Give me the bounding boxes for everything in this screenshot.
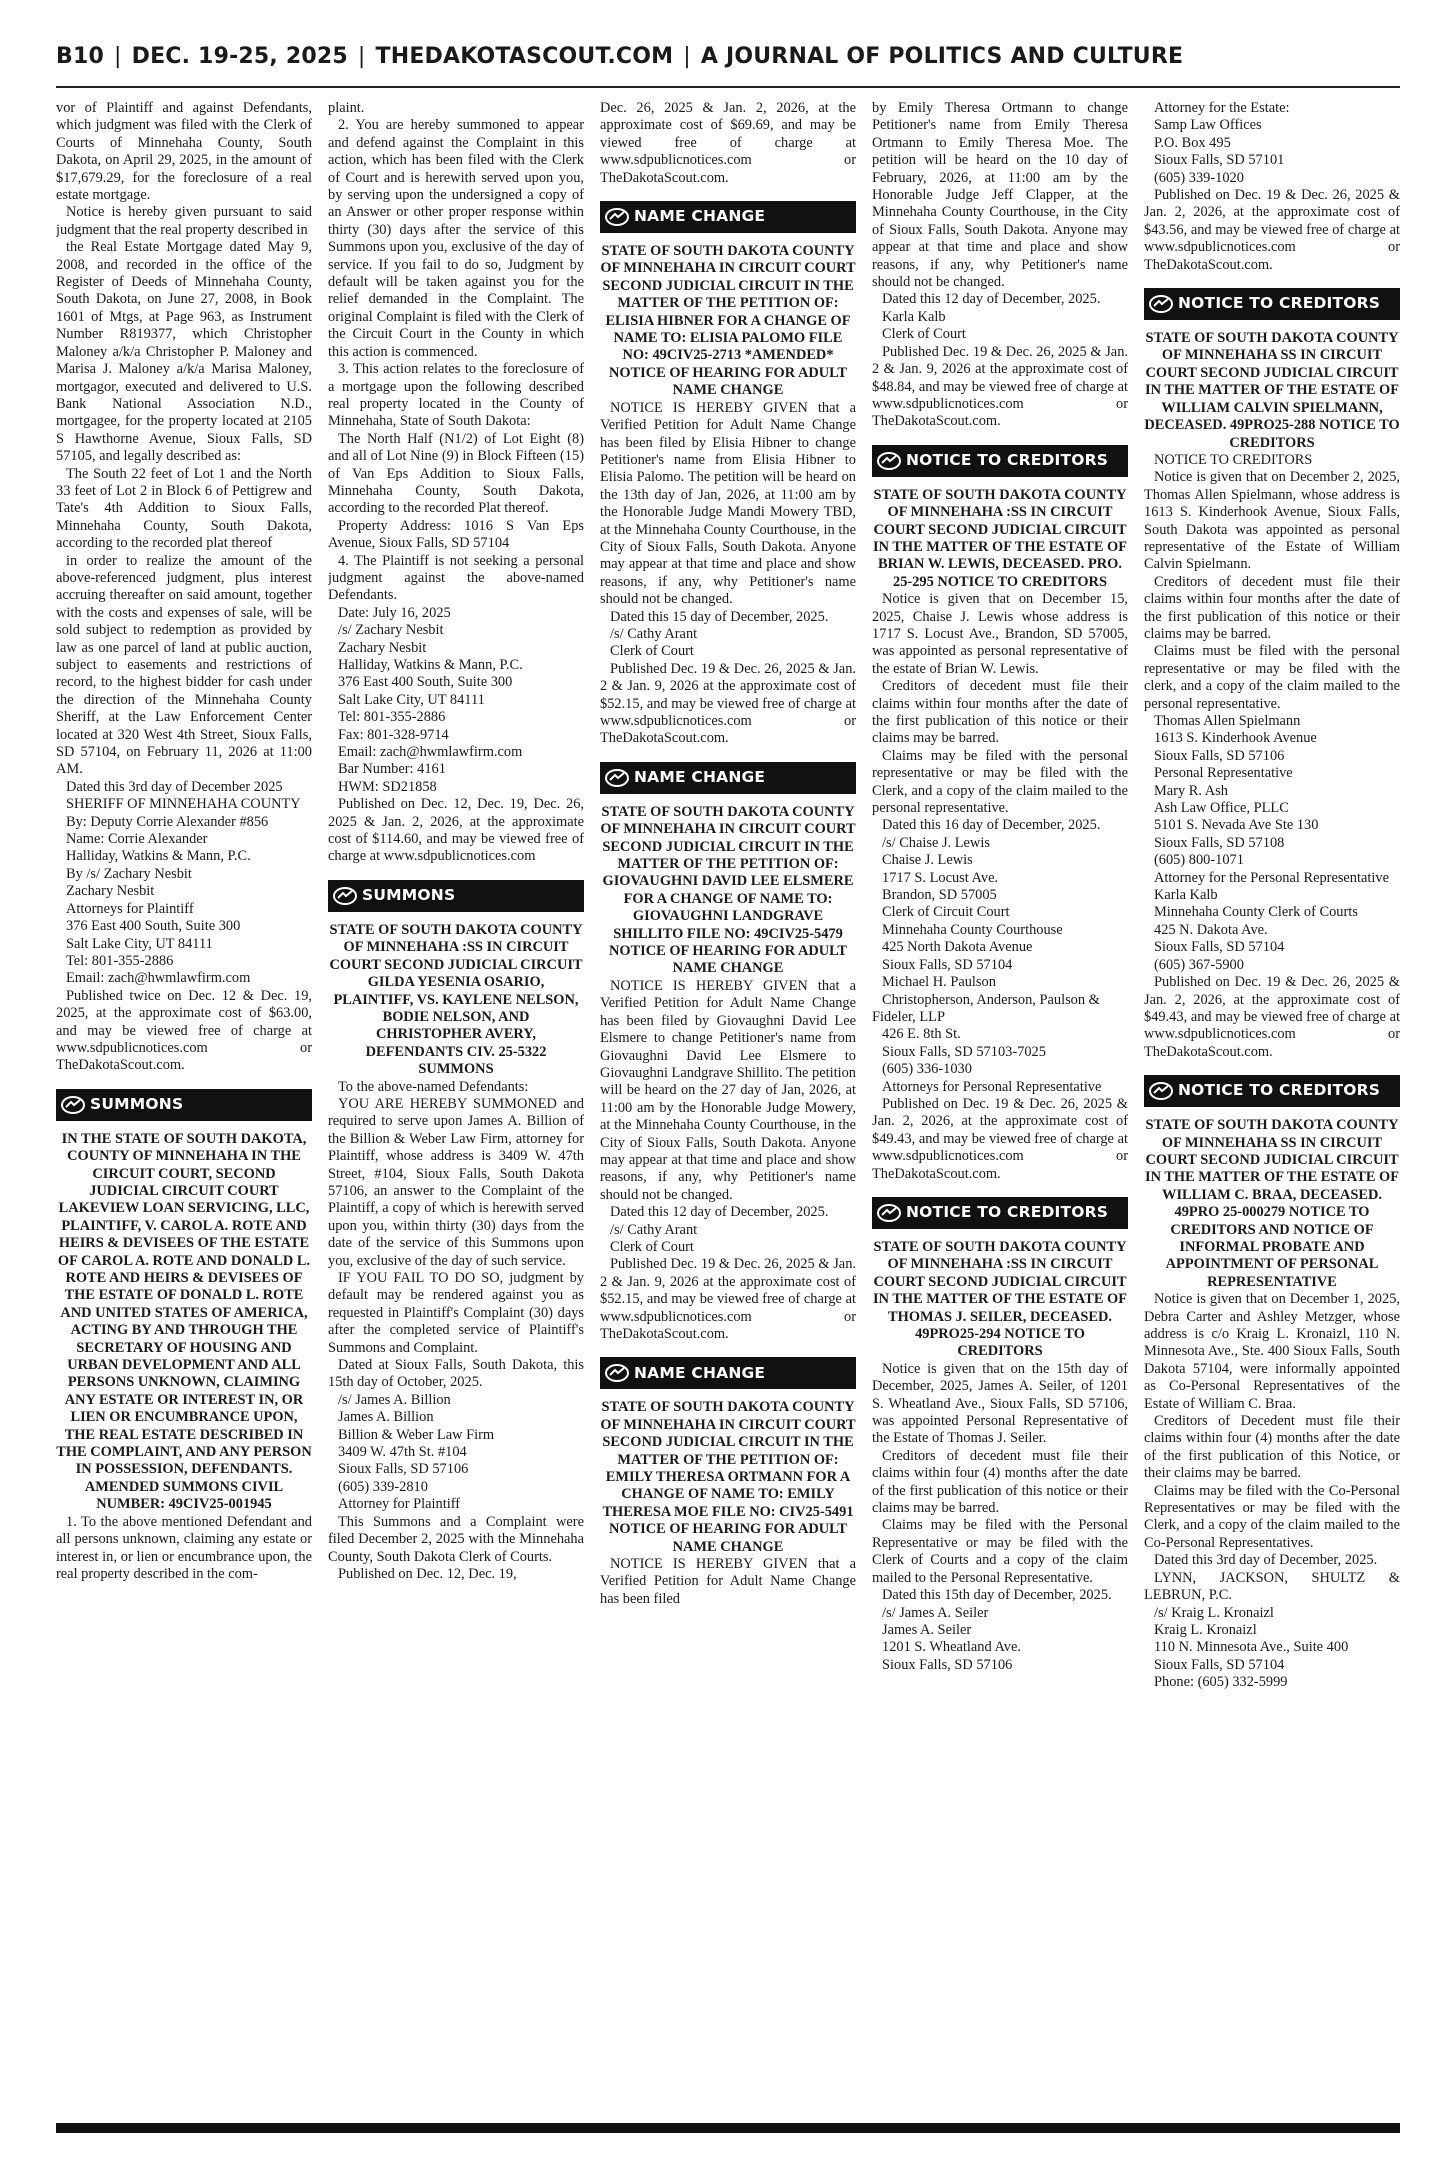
line: Halliday, Watkins & Mann, P.C. xyxy=(338,657,523,673)
paragraph: Published on Dec. 12, Dec. 19, Dec. 26, 2025 & Jan. 2, 2026, at the approximate cost of $114.60, and may be viewed free of charge at www.sdpublicnotices.com xyxy=(328,796,584,865)
line: Bar Number: 4161 xyxy=(338,761,446,778)
notice-caption: STATE OF SOUTH DAKOTA COUNTY OF MINNEHAHA IN CIRCUIT COURT SECOND JUDICIAL CIRCUIT IN THE MATTER OF THE PETITION OF: EMILY THERESA ORTMANN FOR A CHANGE OF NAME TO: EMILY THERESA MOE FILE NO: CIV25-5491 NOTICE OF HEARING FOR ADULT NAME CHANGE xyxy=(600,1399,856,1555)
paragraph: Published Dec. 19 & Dec. 26, 2025 & Jan. 2 & Jan. 9, 2026 at the approximate cost of $48.84, and may be viewed free of charge at www.sdpublicnotices.com or TheDakotaScout.com. xyxy=(872,343,1128,430)
line: Salt Lake City, UT 84111 xyxy=(338,691,485,708)
section-header-label: SUMMONS xyxy=(362,886,456,905)
section-header-notice-to-creditors xyxy=(872,1197,1128,1229)
paragraph: The North Half (N1/2) of Lot Eight (8) and all of Lot Nine (9) in Block Fifteen (15) of Van Eps Addition to Sioux Falls, Minnehaha County, South Dakota, according to the recorded Plat thereof. xyxy=(328,430,584,517)
line: (605) 367-5900 xyxy=(1154,956,1244,973)
notice-caption: STATE OF SOUTH DAKOTA COUNTY OF MINNEHAHA :SS IN CIRCUIT COURT SECOND JUDICIAL CIRCUIT GILDA YESENIA OSARIO, PLAINTIFF, VS. KAYLENE NELSON, BODIE NELSON, AND CHRISTOPHER AVERY, DEFENDANTS CIV. 25-5322 SUMMONS xyxy=(329,921,583,1078)
paragraph: NOTICE IS HEREBY GIVEN that a Verified Petition for Adult Name Change has been filed xyxy=(600,1556,856,1607)
section-header-label: NOTICE TO CREDITORS xyxy=(906,451,1109,470)
scout-logo-icon xyxy=(600,201,634,233)
paragraph: Published on Dec. 19 & Dec. 26, 2025 & Jan. 2, 2026, at the approximate cost of $49.43, and may be viewed free of charge at www.sdpublicnotices.com or TheDakotaScout.com. xyxy=(1144,974,1400,1060)
paragraph: Published Dec. 19 & Dec. 26, 2025 & Jan. 2 & Jan. 9, 2026 at the approximate cost of $52.15, and may be viewed free of charge at www.sdpublicnotices.com or TheDakotaScout.com. xyxy=(600,1256,856,1342)
line: Sioux Falls, SD 57108 xyxy=(1154,834,1285,851)
line: Zachary Nesbit xyxy=(338,639,427,656)
line: 426 E. 8th St. xyxy=(882,1026,961,1043)
line: Chaise J. Lewis xyxy=(882,852,973,869)
line: Ash Law Office, PLLC xyxy=(1154,800,1289,817)
masthead: B10 | DEC. 19-25, 2025 | THEDAKOTASCOUT.COM | A JOURNAL OF POLITICS AND CULTURE xyxy=(56,44,1184,69)
paragraph: Notice is given that on the 15th day of December, 2025, James A. Seiler, of 1201 S. Wheatland Ave., Sioux Falls, SD 57106, was appointed Personal Representative of the Estate of Thomas J. Seiler. xyxy=(872,1360,1128,1447)
paragraph: Dated this 12 day of December, 2025. xyxy=(610,1204,829,1221)
line: Tel: 801-355-2886 xyxy=(66,952,174,969)
paragraph: Creditors of decedent must file their claims within four months after the date of the first publication of this notice or their claims may be barred. xyxy=(1144,573,1400,642)
section-header-notice-to-creditors xyxy=(872,445,1128,477)
line: Sioux Falls, SD 57104 xyxy=(1154,939,1285,956)
line: Minnehaha County Clerk of Courts xyxy=(1154,904,1358,921)
line: 3409 W. 47th St. #104 xyxy=(338,1444,467,1461)
scout-logo-icon xyxy=(56,1089,90,1121)
line: Phone: (605) 332-5999 xyxy=(1154,1674,1288,1691)
paragraph: Claims may be filed with the personal representative or may be filed with the Clerk, and a copy of the claim mailed to the personal representative. xyxy=(872,747,1128,817)
line: /s/ James A. Billion xyxy=(338,1391,451,1408)
section-header-summons xyxy=(328,880,584,912)
line: /s/ Zachary Nesbit xyxy=(338,622,444,639)
line: HWM: SD21858 xyxy=(338,778,437,795)
line: Samp Law Offices xyxy=(1154,117,1262,134)
line: 5101 S. Nevada Ave Ste 130 xyxy=(1154,817,1319,834)
line: James A. Seiler xyxy=(882,1621,972,1638)
line: Kraig L. Kronaizl xyxy=(1154,1621,1257,1638)
line: Email: zach@hwmlawfirm.com xyxy=(338,744,523,761)
line: /s/ Cathy Arant xyxy=(610,625,698,642)
site-name: THEDAKOTASCOUT.COM xyxy=(375,44,674,69)
section-header-label: NAME CHANGE xyxy=(634,768,766,787)
paragraph: Published on Dec. 19 & Dec. 26, 2025 & Jan. 2, 2026, at the approximate cost of $49.43, and may be viewed free of charge at www.sdpublicnotices.com or TheDakotaScout.com. xyxy=(872,1095,1128,1182)
paragraph: Notice is given that on December 15, 2025, Chaise J. Lewis whose address is 1717 S. Locust Ave., Brandon, SD 57005, was appointed as personal representative of the estate of Brian W. Lewis. xyxy=(872,591,1128,677)
column-4 xyxy=(872,100,1128,2118)
paragraph: Dated this 15th day of December, 2025. xyxy=(882,1587,1112,1604)
paragraph: YOU ARE HEREBY SUMMONED and required to serve upon James A. Billion of the Billion & Weber Law Firm, attorney for Plaintiff, whose address is 3409 W. 47th Street, #104, Sioux Falls, South Dakota 57106, an answer to the Complaint of the Plaintiff, a copy of which is herewith served upon you, within thirty (30) days from the date of the service of this Summons upon you, exclusive of the day of such service. xyxy=(328,1095,584,1269)
paragraph: To the above-named Defendants: xyxy=(338,1078,529,1095)
paragraph: Dated this 16 day of December, 2025. xyxy=(882,817,1101,834)
notice-caption: STATE OF SOUTH DAKOTA COUNTY OF MINNEHAHA SS IN CIRCUIT COURT SECOND JUDICIAL CIRCUIT IN THE MATTER OF THE ESTATE OF WILLIAM CALVIN SPIELMANN, DECEASED. 49PRO25-288 NOTICE TO CREDITORS xyxy=(1144,330,1400,451)
line: Billion & Weber Law Firm xyxy=(338,1426,495,1443)
paragraph: Notice is given that on December 1, 2025, Debra Carter and Ashley Metzger, whose address is c/o Kraig L. Kronaizl, 110 N. Minnesota Ave., Ste. 400 Sioux Falls, South Dakota 57104, were informally appointed as Co-Personal Representatives of the Estate of William C. Braa. xyxy=(1144,1291,1400,1412)
line: Salt Lake City, UT 84111 xyxy=(66,935,213,952)
line: 110 N. Minnesota Ave., Suite 400 xyxy=(1154,1639,1349,1656)
column-2 xyxy=(328,100,584,2118)
section-header-name-change xyxy=(600,201,856,233)
section-header-label: NAME CHANGE xyxy=(634,1363,766,1382)
notice-caption: STATE OF SOUTH DAKOTA COUNTY OF MINNEHAHA :SS IN CIRCUIT COURT SECOND JUDICIAL CIRCUIT IN THE MATTER OF THE ESTATE OF BRIAN W. LEWIS, DECEASED. PRO. 25-295 NOTICE TO CREDITORS xyxy=(872,486,1128,590)
column-3 xyxy=(600,100,856,2118)
line: Brandon, SD 57005 xyxy=(882,887,997,904)
section-header-label: SUMMONS xyxy=(90,1095,184,1114)
line: Clerk of Court xyxy=(882,326,966,343)
line: /s/ James A. Seiler xyxy=(882,1604,989,1621)
line: Christopherson, Anderson, Paulson & Fideler, LLP xyxy=(872,991,1100,1025)
issue-date: DEC. 19-25, 2025 xyxy=(131,44,348,69)
paragraph: 2. You are hereby summoned to appear and defend against the Complaint in this action, which has been filed with the Clerk of Court and is herewith served upon you, by serving upon the undersigned a copy of an Answer or other proper response within thirty (30) days after the service of this Summons upon you, exclusive of the day of service. If you fail to do so, Judgment by default will be taken against you for the relief demanded in the Complaint. The original Complaint is filed with the Clerk of the Circuit Court in the County in which this action is commenced. xyxy=(328,117,584,360)
line: Karla Kalb xyxy=(1154,887,1218,904)
scout-logo-icon xyxy=(872,445,906,477)
paragraph: vor of Plaintiff and against Defendants, which judgment was filed with the Clerk of Courts of Minnehaha County, South Dakota, on April 29, 2025, in the amount of $17,679.29, for the foreclosure of a real estate mortgage. xyxy=(56,100,312,204)
line: Zachary Nesbit xyxy=(66,883,155,900)
line: Attorneys for Personal Representative xyxy=(882,1078,1102,1095)
paragraph: 4. The Plaintiff is not seeking a personal judgment against the above-named Defendants. xyxy=(328,552,584,604)
line: 425 North Dakota Avenue xyxy=(882,939,1033,956)
line: (605) 339-1020 xyxy=(1154,169,1244,186)
line: Attorney for Plaintiff xyxy=(338,1496,461,1513)
line: Sioux Falls, SD 57104 xyxy=(1154,1656,1285,1673)
scout-logo-icon xyxy=(872,1197,906,1229)
paragraph: Dated this 3rd day of December, 2025. xyxy=(1154,1552,1378,1569)
line: /s/ Chaise J. Lewis xyxy=(882,834,990,851)
section-header-name-change xyxy=(600,1357,856,1389)
line: Sioux Falls, SD 57103-7025 xyxy=(882,1043,1046,1060)
paragraph: Published Dec. 19 & Dec. 26, 2025 & Jan. 2 & Jan. 9, 2026 at the approximate cost of $52.15, and may be viewed free of charge at www.sdpublicnotices.com or TheDakotaScout.com. xyxy=(600,660,856,747)
line: Sioux Falls, SD 57106 xyxy=(882,1656,1013,1673)
paragraph: Dated this 15 day of December, 2025. xyxy=(610,608,829,625)
paragraph: the Real Estate Mortgage dated May 9, 2008, and recorded in the office of the Register of Deeds of Minnehaha County, South Dakota, on June 27, 2008, in Book 1601 of Mtgs, at Page 963, as Instrument Number R819377, which Christopher Maloney a/k/a Christopher P. Maloney and Marisa J. Maloney a/k/a Marisa Maloney, mortgagor, executed and delivered to U.S. Bank National Association N.D., mortgagee, for the property located at 2105 S Hawthorne Avenue, Sioux Falls, SD 57105, and legally described as: xyxy=(56,239,312,465)
line: Attorney for the Estate: xyxy=(1154,100,1290,116)
line: Mary R. Ash xyxy=(1154,782,1228,799)
line: By: Deputy Corrie Alexander #856 xyxy=(66,813,269,830)
paragraph: Published on Dec. 19 & Dec. 26, 2025 & Jan. 2, 2026, at the approximate cost of $43.56, and may be viewed free of charge at www.sdpublicnotices.com or TheDakotaScout.com. xyxy=(1144,187,1400,273)
paragraph: Dated this 3rd day of December 2025 xyxy=(66,778,283,795)
paragraph: by Emily Theresa Ortmann to change Petitioner's name from Emily Theresa Ortmann to Emily Theresa Moe. The petition will be heard on the 10 day of February, 2026, at 11:00 am by the Honorable Judge Jeff Clapper, at the Minnehaha County Courthouse, in the City of Sioux Falls, South Dakota. Anyone may appear at that time and place and show reasons, if any, why Petitioner's name should not be changed. xyxy=(872,100,1128,291)
line: Michael H. Paulson xyxy=(882,974,996,991)
line: /s/ Kraig L. Kronaizl xyxy=(1154,1604,1274,1621)
line: NOTICE TO CREDITORS xyxy=(1154,451,1313,468)
notice-caption: STATE OF SOUTH DAKOTA COUNTY OF MINNEHAHA IN CIRCUIT COURT SECOND JUDICIAL CIRCUIT IN THE MATTER OF THE PETITION OF: GIOVAUGHNI DAVID LEE ELSMERE FOR A CHANGE OF NAME TO: GIOVAUGHNI LANDGRAVE SHILLITO FILE NO: 49CIV25-5479 NOTICE OF HEARING FOR ADULT NAME CHANGE xyxy=(600,803,856,977)
notice-caption: STATE OF SOUTH DAKOTA COUNTY OF MINNEHAHA IN CIRCUIT COURT SECOND JUDICIAL CIRCUIT IN THE MATTER OF THE PETITION OF: ELISIA HIBNER FOR A CHANGE OF NAME TO: ELISIA PALOMO FILE NO: 49CIV25-2713 *AMENDED* NOTICE OF HEARING FOR ADULT NAME CHANGE xyxy=(600,243,856,399)
line: 425 N. Dakota Ave. xyxy=(1154,921,1268,938)
line: LYNN, JACKSON, SHULTZ & LEBRUN, P.C. xyxy=(1144,1569,1400,1604)
paragraph: Creditors of Decedent must file their claims within four (4) months after the date of the first publication of this Notice, or their claims may be barred. xyxy=(1144,1413,1400,1482)
line: SHERIFF OF MINNEHAHA COUNTY xyxy=(66,796,301,813)
line: James A. Billion xyxy=(338,1409,434,1426)
scout-logo-icon xyxy=(1144,288,1178,320)
line: Fax: 801-328-9714 xyxy=(338,726,449,743)
paragraph: in order to realize the amount of the above-referenced judgment, plus interest accruing thereafter on said amount, together with the costs and expenses of sale, will be sold subject to redemption as provided by law as one parcel of land at public auction, subject to easements and restrictions of record, to the highest bidder for cash under the direction of the Minnehaha County Sheriff, at the Law Enforcement Center located at 320 West 4th Street, Sioux Falls, SD 57104, on February 11, 2026 at 11:00 AM. xyxy=(56,552,312,778)
line: By /s/ Zachary Nesbit xyxy=(66,865,192,882)
line: Attorneys for Plaintiff xyxy=(66,900,194,917)
line: Date: July 16, 2025 xyxy=(338,604,451,621)
paragraph: Claims may be filed with the Co-Personal Representatives or may be filed with the Clerk, and a copy of the claim mailed to the Co-Personal Representatives. xyxy=(1144,1482,1400,1551)
line: (605) 336-1030 xyxy=(882,1061,972,1078)
line: Sioux Falls, SD 57106 xyxy=(338,1461,469,1478)
paragraph: Published twice on Dec. 12 & Dec. 19, 2025, at the approximate cost of $63.00, and may be viewed free of charge at www.sdpublicnotices.com or TheDakotaScout.com. xyxy=(56,987,312,1074)
section-header-label: NAME CHANGE xyxy=(634,207,766,226)
line: Personal Representative xyxy=(1154,765,1293,782)
top-rule xyxy=(56,86,1400,88)
paragraph: Notice is given that on December 2, 2025, Thomas Allen Spielmann, whose address is 1613 S. Kinderhook Avenue, Sioux Falls, South Dakota was appointed as personal representative of the Estate of William Calvin Spielmann. xyxy=(1144,469,1400,573)
line: 1613 S. Kinderhook Avenue xyxy=(1154,730,1317,747)
line: Email: zach@hwmlawfirm.com xyxy=(66,970,251,987)
line: Thomas Allen Spielmann xyxy=(1154,713,1301,729)
tagline: A JOURNAL OF POLITICS AND CULTURE xyxy=(700,44,1184,69)
line: Sioux Falls, SD 57104 xyxy=(882,956,1013,973)
paragraph: Dated this 12 day of December, 2025. xyxy=(882,291,1101,308)
line: 1201 S. Wheatland Ave. xyxy=(882,1639,1021,1656)
section-header-label: NOTICE TO CREDITORS xyxy=(1178,1081,1381,1100)
line: Tel: 801-355-2886 xyxy=(338,709,446,726)
section-header-name-change xyxy=(600,762,856,794)
section-header-notice-to-creditors xyxy=(1144,1075,1400,1107)
section-header-notice-to-creditors xyxy=(1144,288,1400,320)
section-header-label: NOTICE TO CREDITORS xyxy=(906,1203,1109,1222)
paragraph: 1. To the above mentioned Defendant and all persons unknown, claiming any estate or interest in, or lien or encumbrance upon, the real property described in the com- xyxy=(56,1513,312,1582)
notice-caption: STATE OF SOUTH DAKOTA COUNTY OF MINNEHAHA :SS IN CIRCUIT COURT SECOND JUDICIAL CIRCUIT IN THE MATTER OF THE ESTATE OF THOMAS J. SEILER, DECEASED. 49PRO25-294 NOTICE TO CREDITORS xyxy=(872,1238,1128,1360)
line: Clerk of Court xyxy=(610,643,694,660)
paragraph: NOTICE IS HEREBY GIVEN that a Verified Petition for Adult Name Change has been filed by Elisia Hibner to change Petitioner's name from Elisia Hibner to Elisia Palomo. The petition will be heard on the 13th day of Jan, 2026, at 11:00 am by the Honorable Judge Mandi Mowery TBD, at the Minnehaha County Courthouse, in the City of Sioux Falls, South Dakota. Anyone may appear at that time and place and show reasons, if any, why Petitioner's name should not be changed. xyxy=(600,399,856,608)
column-5 xyxy=(1144,100,1400,2118)
scout-logo-icon xyxy=(328,880,362,912)
line: Sioux Falls, SD 57106 xyxy=(1154,747,1285,764)
paragraph: Creditors of decedent must file their claims within four (4) months after the date of the first publication of this notice or their claims may be barred. xyxy=(872,1447,1128,1517)
line: Halliday, Watkins & Mann, P.C. xyxy=(66,848,251,865)
scout-logo-icon xyxy=(1144,1075,1178,1107)
paragraph: Creditors of decedent must file their claims within four months after the date of the first publication of this notice or their claims may be barred. xyxy=(872,678,1128,747)
line: Clerk of Court xyxy=(610,1238,694,1255)
column-1 xyxy=(56,100,312,2118)
scout-logo-icon xyxy=(600,1357,634,1389)
paragraph: plaint. xyxy=(328,100,365,116)
scout-logo-icon xyxy=(600,762,634,794)
line: Karla Kalb xyxy=(882,308,946,325)
paragraph: Dated at Sioux Falls, South Dakota, this 15th day of October, 2025. xyxy=(328,1357,584,1391)
line: Minnehaha County Courthouse xyxy=(882,921,1063,938)
section-header-label: NOTICE TO CREDITORS xyxy=(1178,294,1381,313)
paragraph: Dec. 26, 2025 & Jan. 2, 2026, at the approximate cost of $69.69, and may be viewed free of charge at www.sdpublicnotices.com or TheDakotaScout.com. xyxy=(600,100,856,186)
legal-notices-columns xyxy=(56,100,1400,2118)
line: (605) 339-2810 xyxy=(338,1478,428,1495)
line: Name: Corrie Alexander xyxy=(66,831,208,848)
paragraph: Claims may be filed with the Personal Representative or may be filed with the Clerk of Courts and a copy of the claim mailed to the Personal Representative. xyxy=(872,1517,1128,1586)
paragraph: Property Address: 1016 S Van Eps Avenue, Sioux Falls, SD 57104 xyxy=(328,517,584,552)
line: 376 East 400 South, Suite 300 xyxy=(66,918,241,935)
line: (605) 800-1071 xyxy=(1154,852,1244,869)
line: Clerk of Circuit Court xyxy=(882,904,1010,921)
paragraph: Published on Dec. 12, Dec. 19, xyxy=(338,1565,517,1582)
line: 1717 S. Locust Ave. xyxy=(882,869,999,886)
notice-caption: IN THE STATE OF SOUTH DAKOTA, COUNTY OF MINNEHAHA IN THE CIRCUIT COURT, SECOND JUDICIAL CIRCUIT COURT LAKEVIEW LOAN SERVICING, LLC, PLAINTIFF, V. CAROL A. ROTE AND HEIRS & DEVISEES OF THE ESTATE OF CAROL A. ROTE AND DONALD L. ROTE AND HEIRS & DEVISEES OF THE ESTATE OF DONALD L. ROTE AND UNITED STATES OF AMERICA, ACTING BY AND THROUGH THE SECRETARY OF HOUSING AND URBAN DEVELOPMENT AND ALL PERSONS UNKNOWN, CLAIMING ANY ESTATE OR INTEREST IN, OR LIEN OR ENCUMBRANCE UPON, THE REAL ESTATE DESCRIBED IN THE COMPLAINT, AND ANY PERSON IN POSSESSION, DEFENDANTS. AMENDED SUMMONS CIVIL NUMBER: 49CIV25-001945 xyxy=(56,1130,312,1513)
line: 376 East 400 South, Suite 300 xyxy=(338,674,513,691)
paragraph: 3. This action relates to the foreclosure of a mortgage upon the following described real property located in the County of Minnehaha, State of South Dakota: xyxy=(328,361,584,430)
notice-caption: STATE OF SOUTH DAKOTA COUNTY OF MINNEHAHA SS IN CIRCUIT COURT SECOND JUDICIAL CIRCUIT IN THE MATTER OF THE ESTATE OF WILLIAM C. BRAA, DECEASED. 49PRO 25-000279 NOTICE TO CREDITORS AND NOTICE OF INFORMAL PROBATE AND APPOINTMENT OF PERSONAL REPRESENTATIVE xyxy=(1144,1117,1400,1290)
paragraph: The South 22 feet of Lot 1 and the North 33 feet of Lot 2 in Block 6 of Pettigrew and Tate's 4th Addition to Sioux Falls, Minnehaha County, South Dakota, according to the recorded plat thereof xyxy=(56,465,312,552)
paragraph: Notice is hereby given pursuant to said judgment that the real property described in xyxy=(56,204,312,238)
line: Sioux Falls, SD 57101 xyxy=(1154,152,1285,169)
line: P.O. Box 495 xyxy=(1154,134,1231,151)
paragraph: NOTICE IS HEREBY GIVEN that a Verified Petition for Adult Name Change has been filed by Giovaughni David Lee Elsmere to change Petitioner's name from Giovaughni David Lee Elsmere to Giovaughni Landgrave Shillito. The petition will be heard on the 27 day of Jan, 2026, at 11:00 am by the Honorable Judge Mowery, at the Minnehaha County Courthouse, in the City of Sioux Falls, South Dakota. Anyone may appear at that time and place and show reasons, if any, why Petitioner's name should not be changed. xyxy=(600,977,856,1203)
paragraph: IF YOU FAIL TO DO SO, judgment by default may be rendered against you as requested in Plaintiff's Complaint (30) days after the completed service of Plaintiff's Summons and Complaint. xyxy=(328,1270,584,1356)
line: /s/ Cathy Arant xyxy=(610,1221,698,1238)
bottom-rule xyxy=(56,2123,1400,2133)
section-header-summons xyxy=(56,1089,312,1121)
line: Attorney for the Personal Representative xyxy=(1154,869,1389,886)
page-number: B10 xyxy=(56,44,104,69)
paragraph: This Summons and a Complaint were filed December 2, 2025 with the Minnehaha County, South Dakota Clerk of Courts. xyxy=(328,1513,584,1565)
paragraph: Claims must be filed with the personal representative or may be filed with the clerk, and a copy of the claim mailed to the personal representative. xyxy=(1144,643,1400,712)
